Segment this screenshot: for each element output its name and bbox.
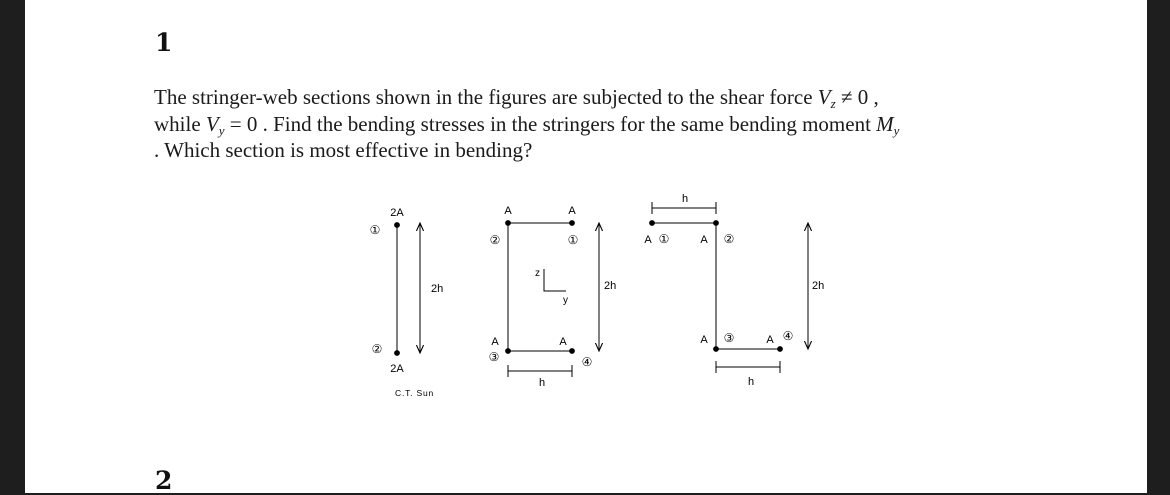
stringer-1 [395,223,400,228]
math-symbol: V [817,85,831,109]
area-label: A [559,336,567,348]
problem-number: 1 [155,28,173,57]
stringer-4 [570,349,575,354]
node-number-3: ③ [488,350,500,364]
problem-text-segment: = 0 . Find the bending stresses in the stringers for the same bending moment [224,111,877,136]
stringer-2 [506,221,511,226]
node-number-4: ④ [782,329,794,343]
web-line [508,223,572,351]
stringer-2 [395,351,400,356]
problem-text-segment: The stringer-web sections shown in the figures are subjected to the shear force [154,85,818,109]
area-label: A [644,234,652,246]
height-label: 2h [812,280,825,292]
stringer-3 [506,349,511,354]
area-label: A [700,234,708,246]
math-subscript: y [893,122,900,138]
problem-line-2 [154,111,1034,138]
problem-line-3: . Which section is most effective in bending? [154,138,533,162]
node-number-2: ② [489,233,501,247]
axis-lines [544,269,566,291]
web-line [652,223,780,349]
area-label: A [504,205,512,217]
node-number-4: ④ [581,355,593,369]
area-label: A [700,334,708,346]
top-width-label: h [681,193,689,205]
bottom-width-label: h [747,376,755,388]
area-label-top: 2A [390,207,404,219]
width-label: h [538,377,546,389]
axis-label-y: y [563,295,568,306]
section-2 [489,205,617,389]
stringer-3 [714,347,719,352]
stringer-1 [570,221,575,226]
height-label: 2h [604,280,617,292]
height-label: 2h [431,283,444,295]
document-page [25,0,1147,493]
area-label: A [568,205,576,217]
next-problem-number: 2 [155,466,173,495]
area-label: A [766,334,774,346]
node-number-3: ③ [723,331,735,345]
math-symbol: V [205,111,219,136]
problem-statement [154,84,1034,164]
math-subscript: y [218,122,225,138]
axis-label-z: z [535,268,540,279]
stringer-1 [650,221,655,226]
area-label-bottom: 2A [390,363,404,375]
stringer-web-figure [355,185,825,400]
section-3 [644,193,824,388]
node-number-1: ① [658,232,670,246]
math-symbol: M [876,111,894,136]
node-number-2: ② [723,232,735,246]
area-label: A [491,336,499,348]
stringer-2 [714,221,719,226]
stringer-4 [778,347,783,352]
problem-text-segment: while [154,111,206,136]
problem-line-1 [154,84,1034,111]
math-subscript: z [830,96,836,111]
problem-text-segment: ≠ 0 , [835,85,879,109]
figure-credit: C.T. Sun [395,388,434,398]
node-number-1: ① [567,233,579,247]
node-number-2: ② [371,342,383,356]
section-1 [370,207,444,398]
node-number-1: ① [369,223,381,237]
